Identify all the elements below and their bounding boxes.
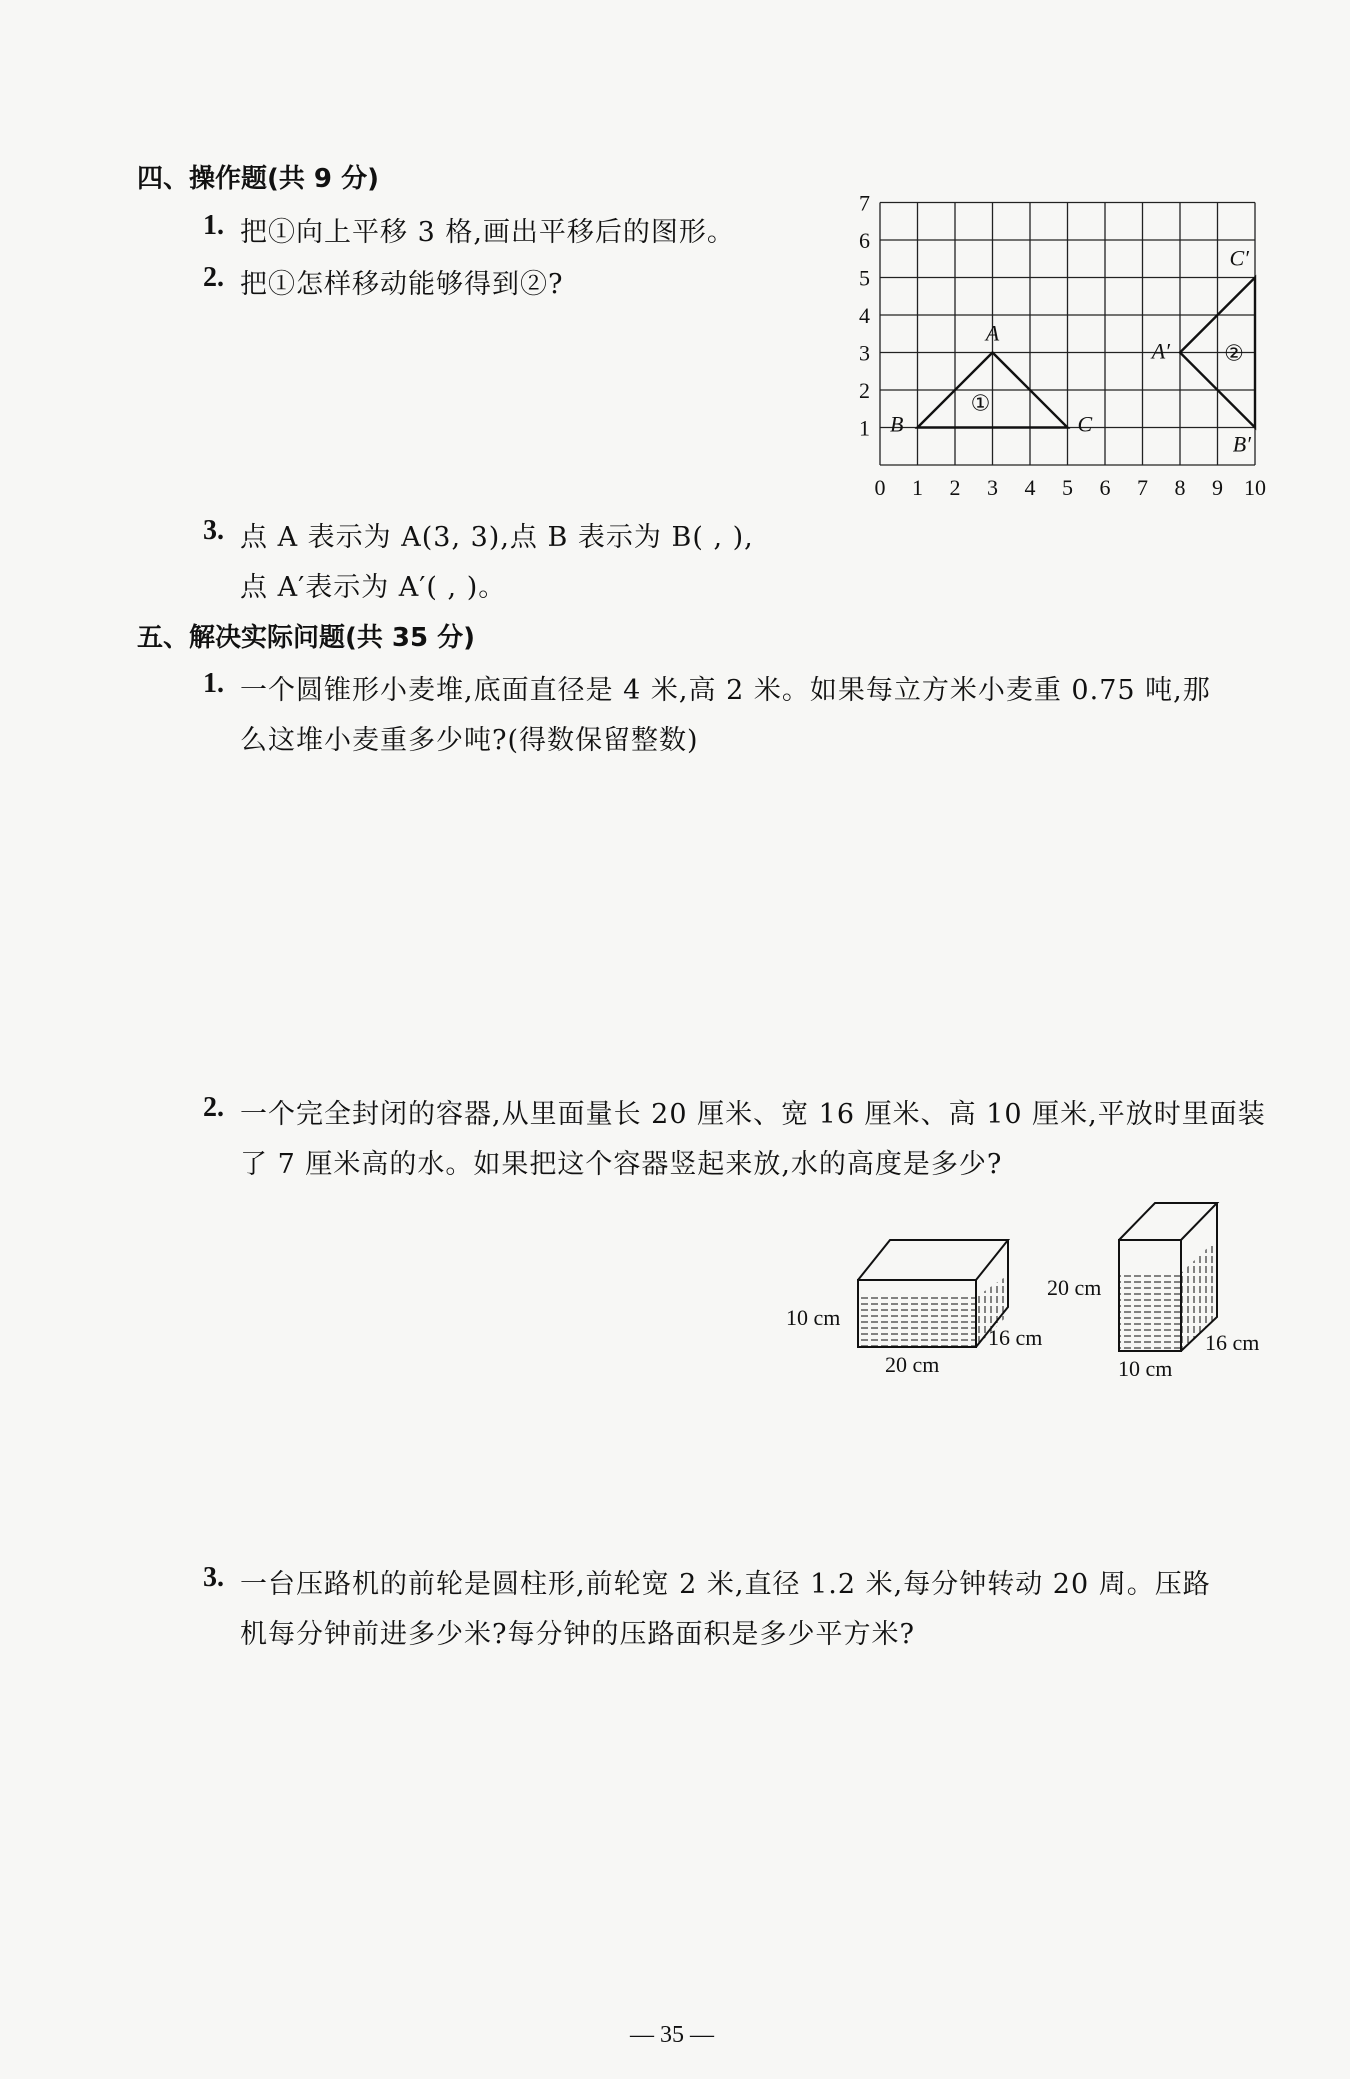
x-tick-label: 10	[1244, 475, 1266, 500]
x-tick-label: 5	[1062, 475, 1073, 500]
upright-box-height-label: 20 cm	[1047, 1275, 1102, 1300]
question-text: 一个圆锥形小麦堆,底面直径是 4 米,高 2 米。如果每立方米小麦重 0.75 吨,那	[240, 675, 1211, 706]
question-text: 把①向上平移 3 格,画出平移后的图形。	[240, 217, 735, 248]
x-tick-label: 8	[1174, 475, 1186, 500]
vertex-label: C′	[1229, 245, 1249, 271]
x-tick-label: 1	[912, 475, 923, 500]
x-tick-label: 3	[987, 475, 998, 500]
y-tick-label: 1	[859, 415, 870, 441]
y-tick-label: 5	[859, 265, 870, 291]
shape-label: ①	[970, 390, 991, 416]
x-tick-label: 0	[874, 475, 886, 500]
flat-box-height-label: 10 cm	[786, 1305, 841, 1330]
x-tick-label: 4	[1024, 475, 1036, 500]
coordinate-grid	[840, 195, 1280, 515]
x-tick-label: 6	[1099, 475, 1111, 500]
y-tick-label: 6	[859, 228, 870, 253]
vertex-label: C	[1077, 411, 1093, 437]
question-number: 1.	[203, 668, 224, 699]
vertex-label: A′	[1151, 338, 1170, 364]
x-tick-label: 7	[1137, 475, 1148, 500]
question-text: 么这堆小麦重多少吨?(得数保留整数)	[240, 725, 699, 756]
vertex-label: B	[890, 411, 904, 437]
question-number: 1.	[203, 210, 224, 241]
page-number: — 35 —	[630, 2022, 714, 2048]
question-text: 一台压路机的前轮是圆柱形,前轮宽 2 米,直径 1.2 米,每分钟转动 20 周。压路	[240, 1569, 1211, 1600]
shape-label: ②	[1224, 340, 1244, 366]
section-title-operations: 四、操作题(共 9 分)	[137, 164, 379, 194]
x-tick-label: 9	[1212, 475, 1223, 500]
upright-box-depth-label: 16 cm	[1205, 1330, 1260, 1355]
y-tick-label: 3	[859, 340, 870, 366]
x-tick-label: 2	[949, 475, 961, 500]
question-number: 2.	[203, 262, 224, 293]
upright-box-length-label: 10 cm	[1118, 1356, 1173, 1381]
question-text: 把①怎样移动能够得到②?	[240, 269, 564, 300]
question-number: 2.	[203, 1092, 224, 1123]
flat-box-depth-label: 16 cm	[988, 1325, 1043, 1350]
question-text: 一个完全封闭的容器,从里面量长 20 厘米、宽 16 厘米、高 10 厘米,平放时里面装	[240, 1099, 1266, 1130]
flat-box-length-label: 20 cm	[885, 1352, 940, 1377]
y-tick-label: 7	[859, 195, 870, 216]
section-title-problems: 五、解决实际问题(共 35 分)	[137, 623, 476, 653]
question-text: 点 A′表示为 A′( , )。	[240, 572, 507, 603]
y-tick-label: 2	[859, 378, 870, 403]
question-text: 机每分钟前进多少米?每分钟的压路面积是多少平方米?	[240, 1619, 915, 1650]
question-text: 了 7 厘米高的水。如果把这个容器竖起来放,水的高度是多少?	[240, 1149, 1003, 1180]
y-tick-label: 4	[859, 303, 870, 328]
question-number: 3.	[203, 1562, 224, 1593]
vertex-label: B′	[1232, 431, 1251, 457]
vertex-label: A	[985, 320, 1000, 346]
question-text: 点 A 表示为 A(3, 3),点 B 表示为 B( , ),	[240, 522, 754, 553]
question-number: 3.	[203, 515, 224, 546]
